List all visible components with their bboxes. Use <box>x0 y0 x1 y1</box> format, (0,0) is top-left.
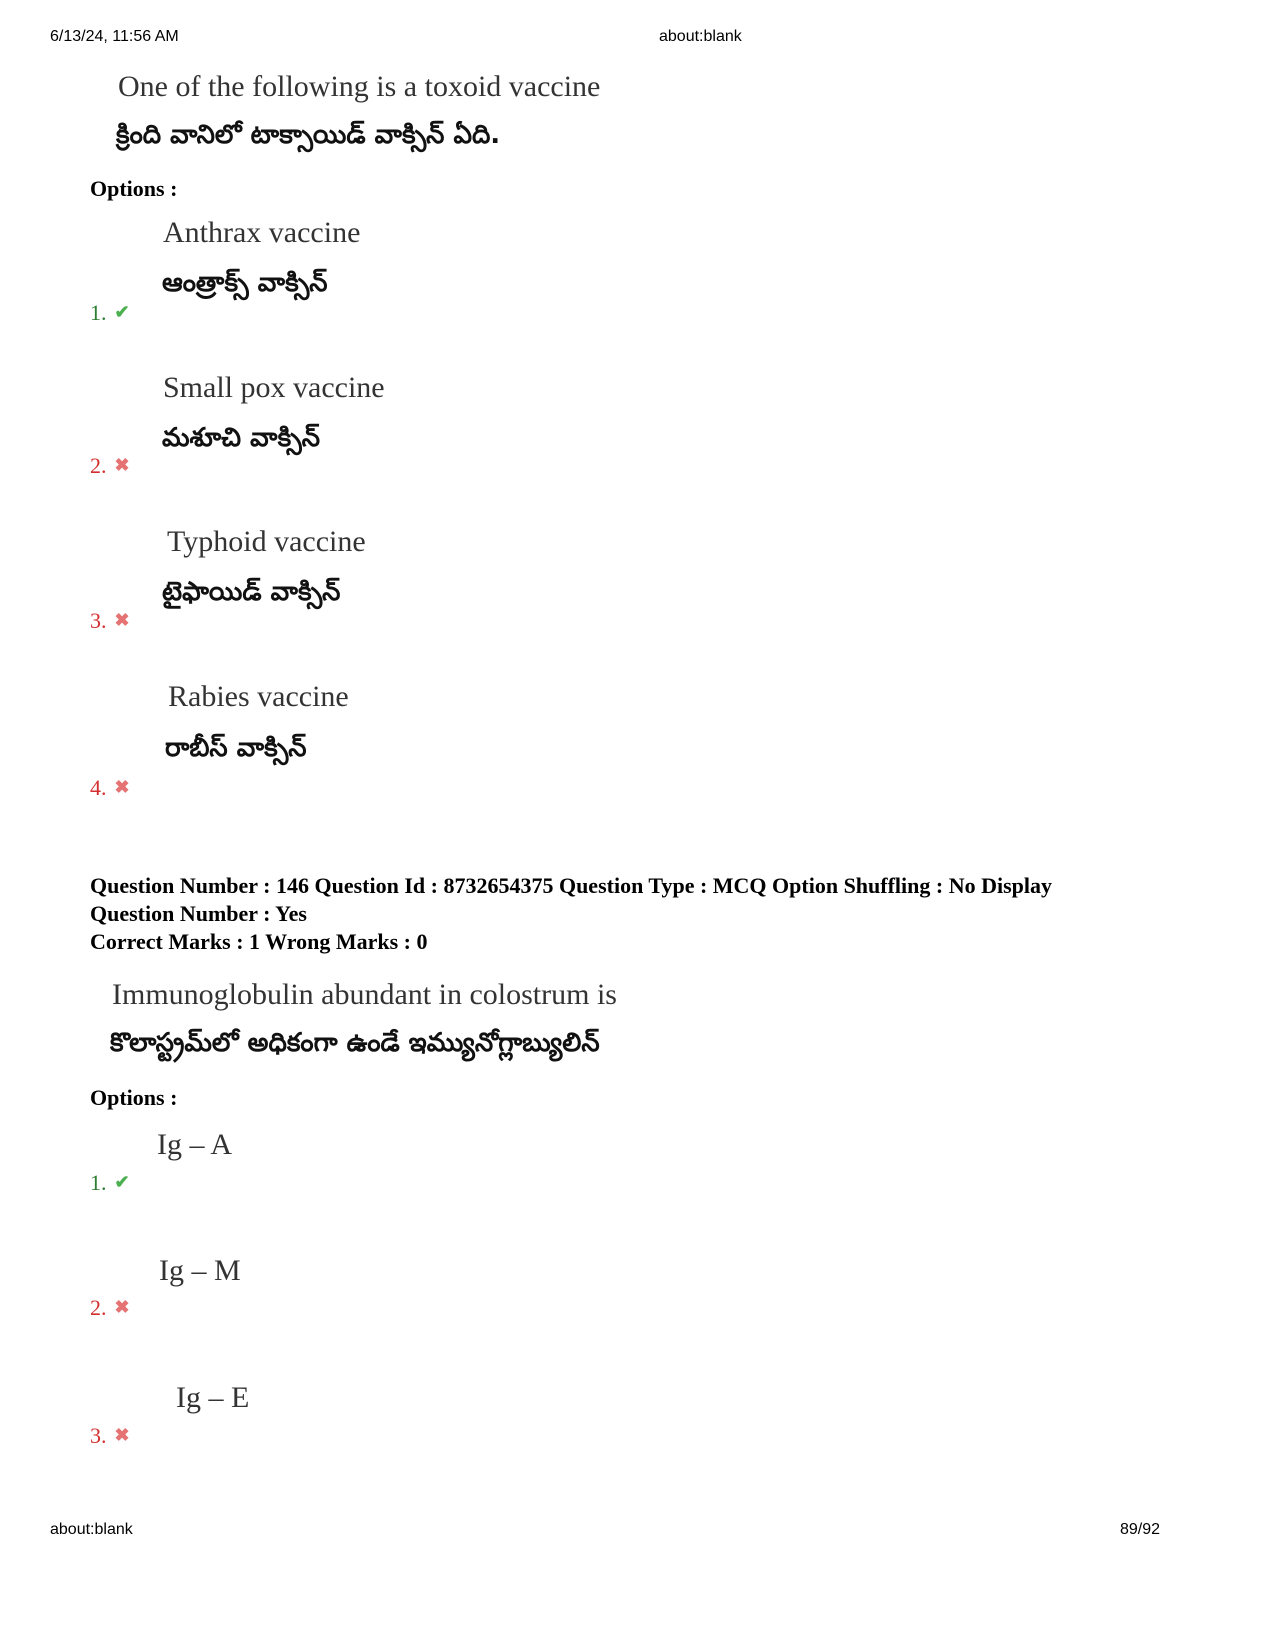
option-text-english: Rabies vaccine <box>168 680 349 713</box>
option-text-telugu: రాబీస్ వాక్సిన్ <box>165 733 307 763</box>
question-meta <box>90 872 1190 928</box>
question-text-telugu: కొలాస్ట్రమ్‌లో అధికంగా ఉండే ఇమ్యునోగ్లాబ్యులిన్ <box>110 1028 600 1058</box>
options-label: Options : <box>90 176 178 201</box>
wrong-cross-icon: ✖ <box>114 1297 130 1317</box>
option-text-telugu: టైఫాయిడ్ వాక్సిన్ <box>162 577 341 607</box>
option-text-english: Ig – M <box>159 1254 241 1287</box>
print-page-number: 89/92 <box>1120 1521 1161 1538</box>
option-number: 1. <box>90 1170 107 1195</box>
option-number-row <box>90 453 130 479</box>
option-number: 3. <box>90 608 107 633</box>
question-text-english: One of the following is a toxoid vaccine <box>118 70 601 103</box>
option-text-telugu: ఆంత్రాక్స్ వాక్సిన్ <box>162 268 328 298</box>
question-text-telugu: క్రింది వానిలో టాక్సాయిడ్ వాక్సిన్ ఏది. <box>116 120 501 150</box>
option-number: 2. <box>90 1295 107 1320</box>
correct-check-icon: ✔ <box>114 1172 130 1192</box>
wrong-cross-icon: ✖ <box>114 777 130 797</box>
option-text-english: Anthrax vaccine <box>163 216 361 249</box>
option-text-english: Typhoid vaccine <box>167 525 366 558</box>
option-number: 4. <box>90 775 107 800</box>
option-number: 2. <box>90 453 107 478</box>
option-text-english: Ig – E <box>176 1381 250 1414</box>
question-meta-line: Question Number : Yes <box>90 901 307 926</box>
option-text-telugu: మశూచి వాక్సిన్ <box>162 423 320 453</box>
option-text-english: Small pox vaccine <box>163 371 385 404</box>
option-number-row <box>90 300 130 326</box>
option-number-row <box>90 1295 130 1321</box>
wrong-cross-icon: ✖ <box>114 1425 130 1445</box>
print-page-title: about:blank <box>659 28 742 45</box>
option-number: 1. <box>90 300 107 325</box>
option-number-row <box>90 775 130 801</box>
option-number-row <box>90 608 130 634</box>
print-datetime: 6/13/24, 11:56 AM <box>50 28 179 45</box>
question-text-english: Immunoglobulin abundant in colostrum is <box>112 978 617 1011</box>
question-marks: Correct Marks : 1 Wrong Marks : 0 <box>90 929 428 954</box>
option-number-row <box>90 1170 130 1196</box>
question-meta-line: Question Number : 146 Question Id : 8732654375 Question Type : MCQ Option Shuffling : No Display <box>90 873 1053 898</box>
correct-check-icon: ✔ <box>114 302 130 322</box>
option-number: 3. <box>90 1423 107 1448</box>
wrong-cross-icon: ✖ <box>114 455 130 475</box>
wrong-cross-icon: ✖ <box>114 610 130 630</box>
options-label: Options : <box>90 1085 178 1110</box>
print-footer-url: about:blank <box>50 1521 133 1538</box>
option-text-english: Ig – A <box>157 1128 232 1161</box>
option-number-row <box>90 1423 130 1449</box>
